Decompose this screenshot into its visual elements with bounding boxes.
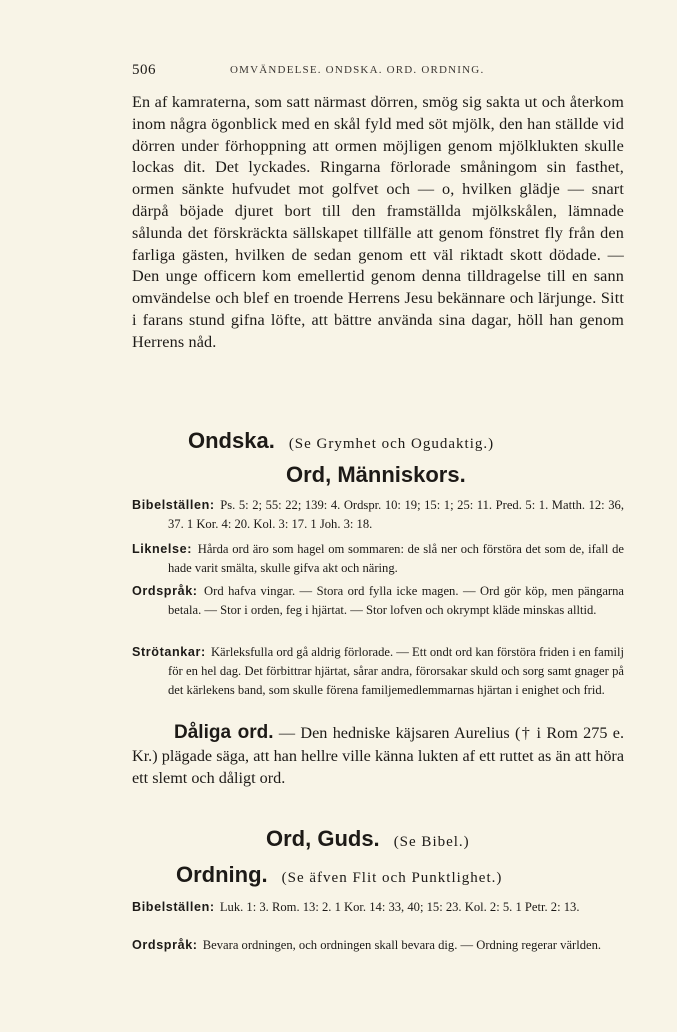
bibelstallen-block [132, 496, 624, 534]
running-head: OMVÄNDELSE. ONDSKA. ORD. ORDNING. [230, 64, 485, 76]
liknelse-label: Liknelse: [132, 542, 192, 556]
bibelstallen-label: Bibelställen: [132, 498, 215, 512]
ordsprak-block [132, 582, 624, 620]
entry-ord-manniskors [286, 462, 466, 488]
entry-ord-guds [266, 826, 470, 852]
entry-title: Ord, Guds. [266, 826, 380, 851]
strotankar-text: Kärleksfulla ord gå aldrig förlorade. — Ett ondt ord kan förstöra friden i en familj för en hel dag. Det förbittrar hjärtat, sårar andra, förorsakar skuld och sorg samt gnager på det kärlekens band, som skulle förena familjemedlemmarnas hjärtan i enighet och frid. [168, 645, 624, 697]
strotankar-label: Strötankar: [132, 645, 206, 659]
entry-title: Ord, Människors. [286, 462, 466, 487]
bibelstallen-text: Ps. 5: 2; 55: 22; 139: 4. Ordspr. 10: 19; 15: 1; 25: 11. Pred. 5: 1. Matth. 12: 36, 37. 1 Kor. 4: 20. Kol. 3: 17. 1 Joh. 3: 18. [168, 498, 624, 531]
intro-paragraph: En af kamraterna, som satt närmast dörren, smög sig sakta ut och återkom inom några ögonblick med en skål fyld med söt mjölk, den han ställde vid dörren under förhoppning att ormen möjligen genom mjölklukten skulle lockas dit. Det lyckades. Ringarna förlorade småningom sin fasthet, ormen sänkte hufvudet mot golfvet och — o, hvilken glädje — snart därpå böjade djuret bort till den framställda mjölkskålen, lämnade sålunda det förskräckta sällskapet tillfälle att genom fönstret fly från den farliga gästen, hvilken de sedan genom ett väl riktadt skott dödade. — Den unge officern kom emellertid genom denna tilldragelse till en sann omvändelse och blef en troende Herrens Jesu bekännare och lärjunge. Sitt i farans stund gifna löfte, att bättre använda sina dagar, höll han genom Herrens nåd. [132, 93, 624, 351]
ordsprak-text: Ord hafva vingar. — Stora ord fylla icke magen. — Ord gör köp, men pängarna betala. — Stor i orden, feg i hjärtat. — Stor lofven och okrympt kläde minskas alltid. [168, 584, 624, 617]
see-also: (Se äfven Flit och Punktlighet.) [281, 870, 503, 886]
entry-ordning [176, 862, 502, 888]
daliga-ord-title: Dåliga ord. [174, 722, 274, 743]
ordsprak-label: Ordspråk: [132, 938, 198, 952]
entry-title: Ondska. [188, 428, 275, 453]
entry-ondska [188, 428, 494, 454]
ordning-bibelstallen-block [132, 898, 624, 917]
liknelse-text: Hårda ord äro som hagel om sommaren: de slå ner och förstöra det som de, ifall de hade varit smälta, skulle gifva akt och näring. [168, 542, 624, 575]
page-header [132, 62, 624, 82]
entry-title: Ordning. [176, 862, 268, 887]
bibelstallen-text: Luk. 1: 3. Rom. 13: 2. 1 Kor. 14: 33, 40; 15: 23. Kol. 2: 5. 1 Petr. 2: 13. [219, 900, 580, 914]
see-also: (Se Bibel.) [393, 834, 470, 850]
liknelse-block [132, 540, 624, 578]
bibelstallen-label: Bibelställen: [132, 900, 215, 914]
ordning-ordsprak-block [132, 936, 624, 955]
page-number: 506 [132, 62, 156, 78]
ordsprak-label: Ordspråk: [132, 584, 198, 598]
daliga-ord-paragraph [132, 722, 624, 790]
see-also: (Se Grymhet och Ogudaktig.) [288, 436, 495, 452]
ordsprak-text: Bevara ordningen, och ordningen skall bevara dig. — Ordning regerar världen. [202, 938, 602, 952]
daliga-ord-text: — Den hedniske käjsaren Aurelius († i Rom 275 e. Kr.) plägade säga, att han hellre ville känna lukten af ett ruttet as än att höra ett slemt och dåligt ord. [132, 724, 625, 787]
strotankar-block [132, 643, 624, 700]
